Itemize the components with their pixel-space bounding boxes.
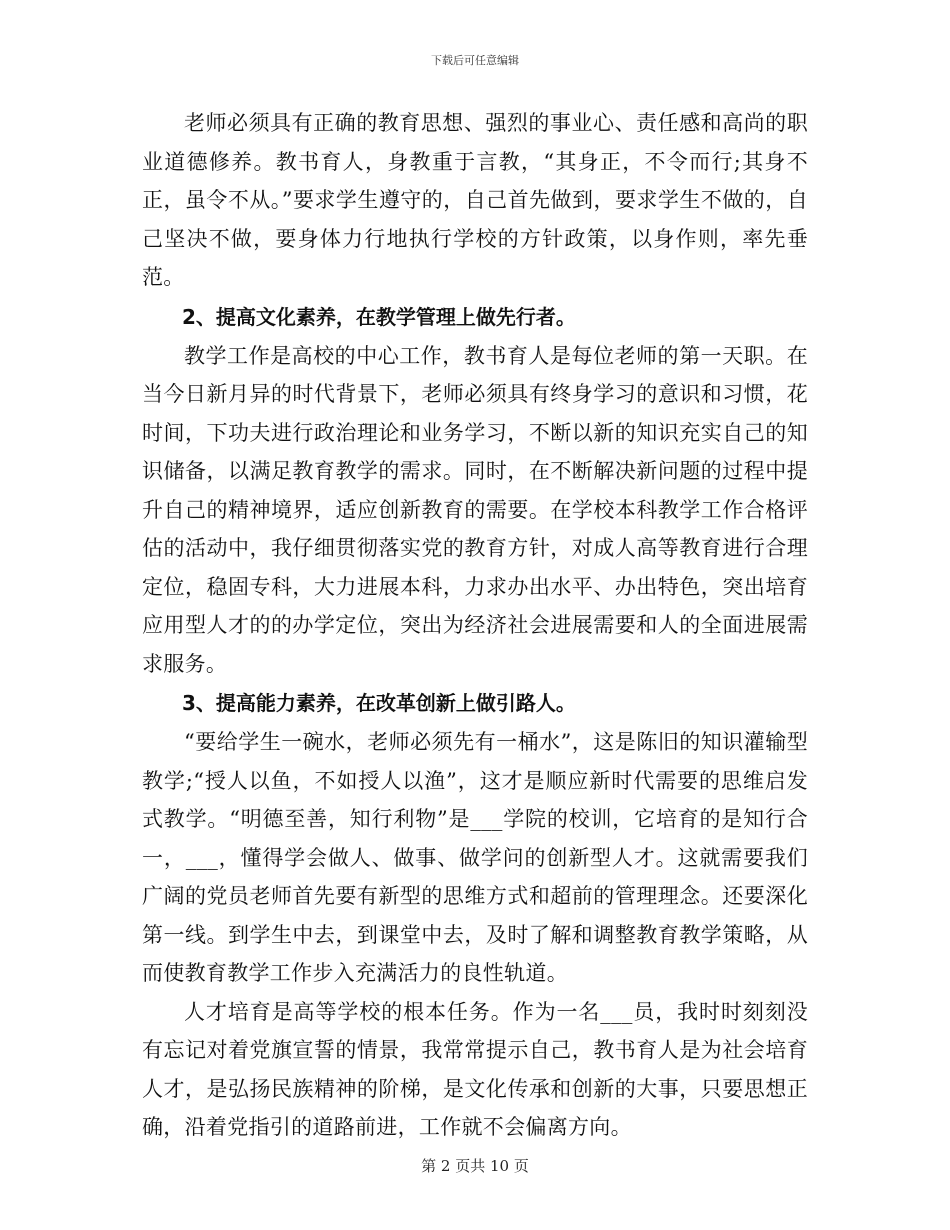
page-number: 第 2 页共 10 页 <box>421 1157 529 1175</box>
section-heading-3: 3、提高能力素养，在改革创新上做引路人。 <box>182 691 576 715</box>
page-header: 下载后可任意编辑 <box>431 54 519 67</box>
paragraph-2: 教学工作是高校的中心工作，教书育人是每位老师的第一天职。在当今日新月异的时代背景下，老师必须具有终身学习的意识和习惯，花时间，下功夫进行政治理论和业务学习，不断以新的知识充实自己的知识储备，以满足教育教学的需求。同时，在不断解决新问题的过程中提升自己的精神境界，适应创新教育的需要。在学校本科教学工作合格评估的活动中，我仔细贯彻落实党的教育方针，对成人高等教育进行合理定位，稳固专科，大力进展本科，力求办出水平、办出特色，突出培育应用型人才的的办学定位，突出为经济社会进展需要和人的全面进展需求服务。 <box>142 343 808 676</box>
document-body <box>142 104 808 1147</box>
paragraph-1: 老师必须具有正确的教育思想、强烈的事业心、责任感和高尚的职业道德修养。教书育人，身教重于言教，“其身正，不令而行;其身不正，虽令不从。”要求学生遵守的，自己首先做到，要求学生不做的，自己坚决不做，要身体力行地执行学校的方针政策，以身作则，率先垂范。 <box>142 111 808 289</box>
section-heading-2: 2、提高文化素养，在教学管理上做先行者。 <box>182 304 576 329</box>
paragraph-3: “要给学生一碗水，老师必须先有一桶水”，这是陈旧的知识灌输型教学;“授人以鱼，不如授人以渔”，这才是顺应新时代需要的思维启发式教学。“明德至善，知行利物”是___学院的校训，它培育的是知行合一，___，懂得学会做人、做事、做学问的创新型人才。这就需要我们广阔的党员老师首先要有新型的思维方式和超前的管理理念。还要深化第一线。到学生中去，到课堂中去，及时了解和调整教育教学策略，从而使教育教学工作步入充满活力的良性轨道。 <box>142 730 808 985</box>
paragraph-4: 人才培育是高等学校的根本任务。作为一名___员，我时时刻刻没有忘记对着党旗宣誓的情景，我常常提示自己，教书育人是为社会培育人才，是弘扬民族精神的阶梯，是文化传承和创新的大事，只要思想正确，沿着党指引的道路前进，工作就不会偏离方向。 <box>142 999 808 1139</box>
